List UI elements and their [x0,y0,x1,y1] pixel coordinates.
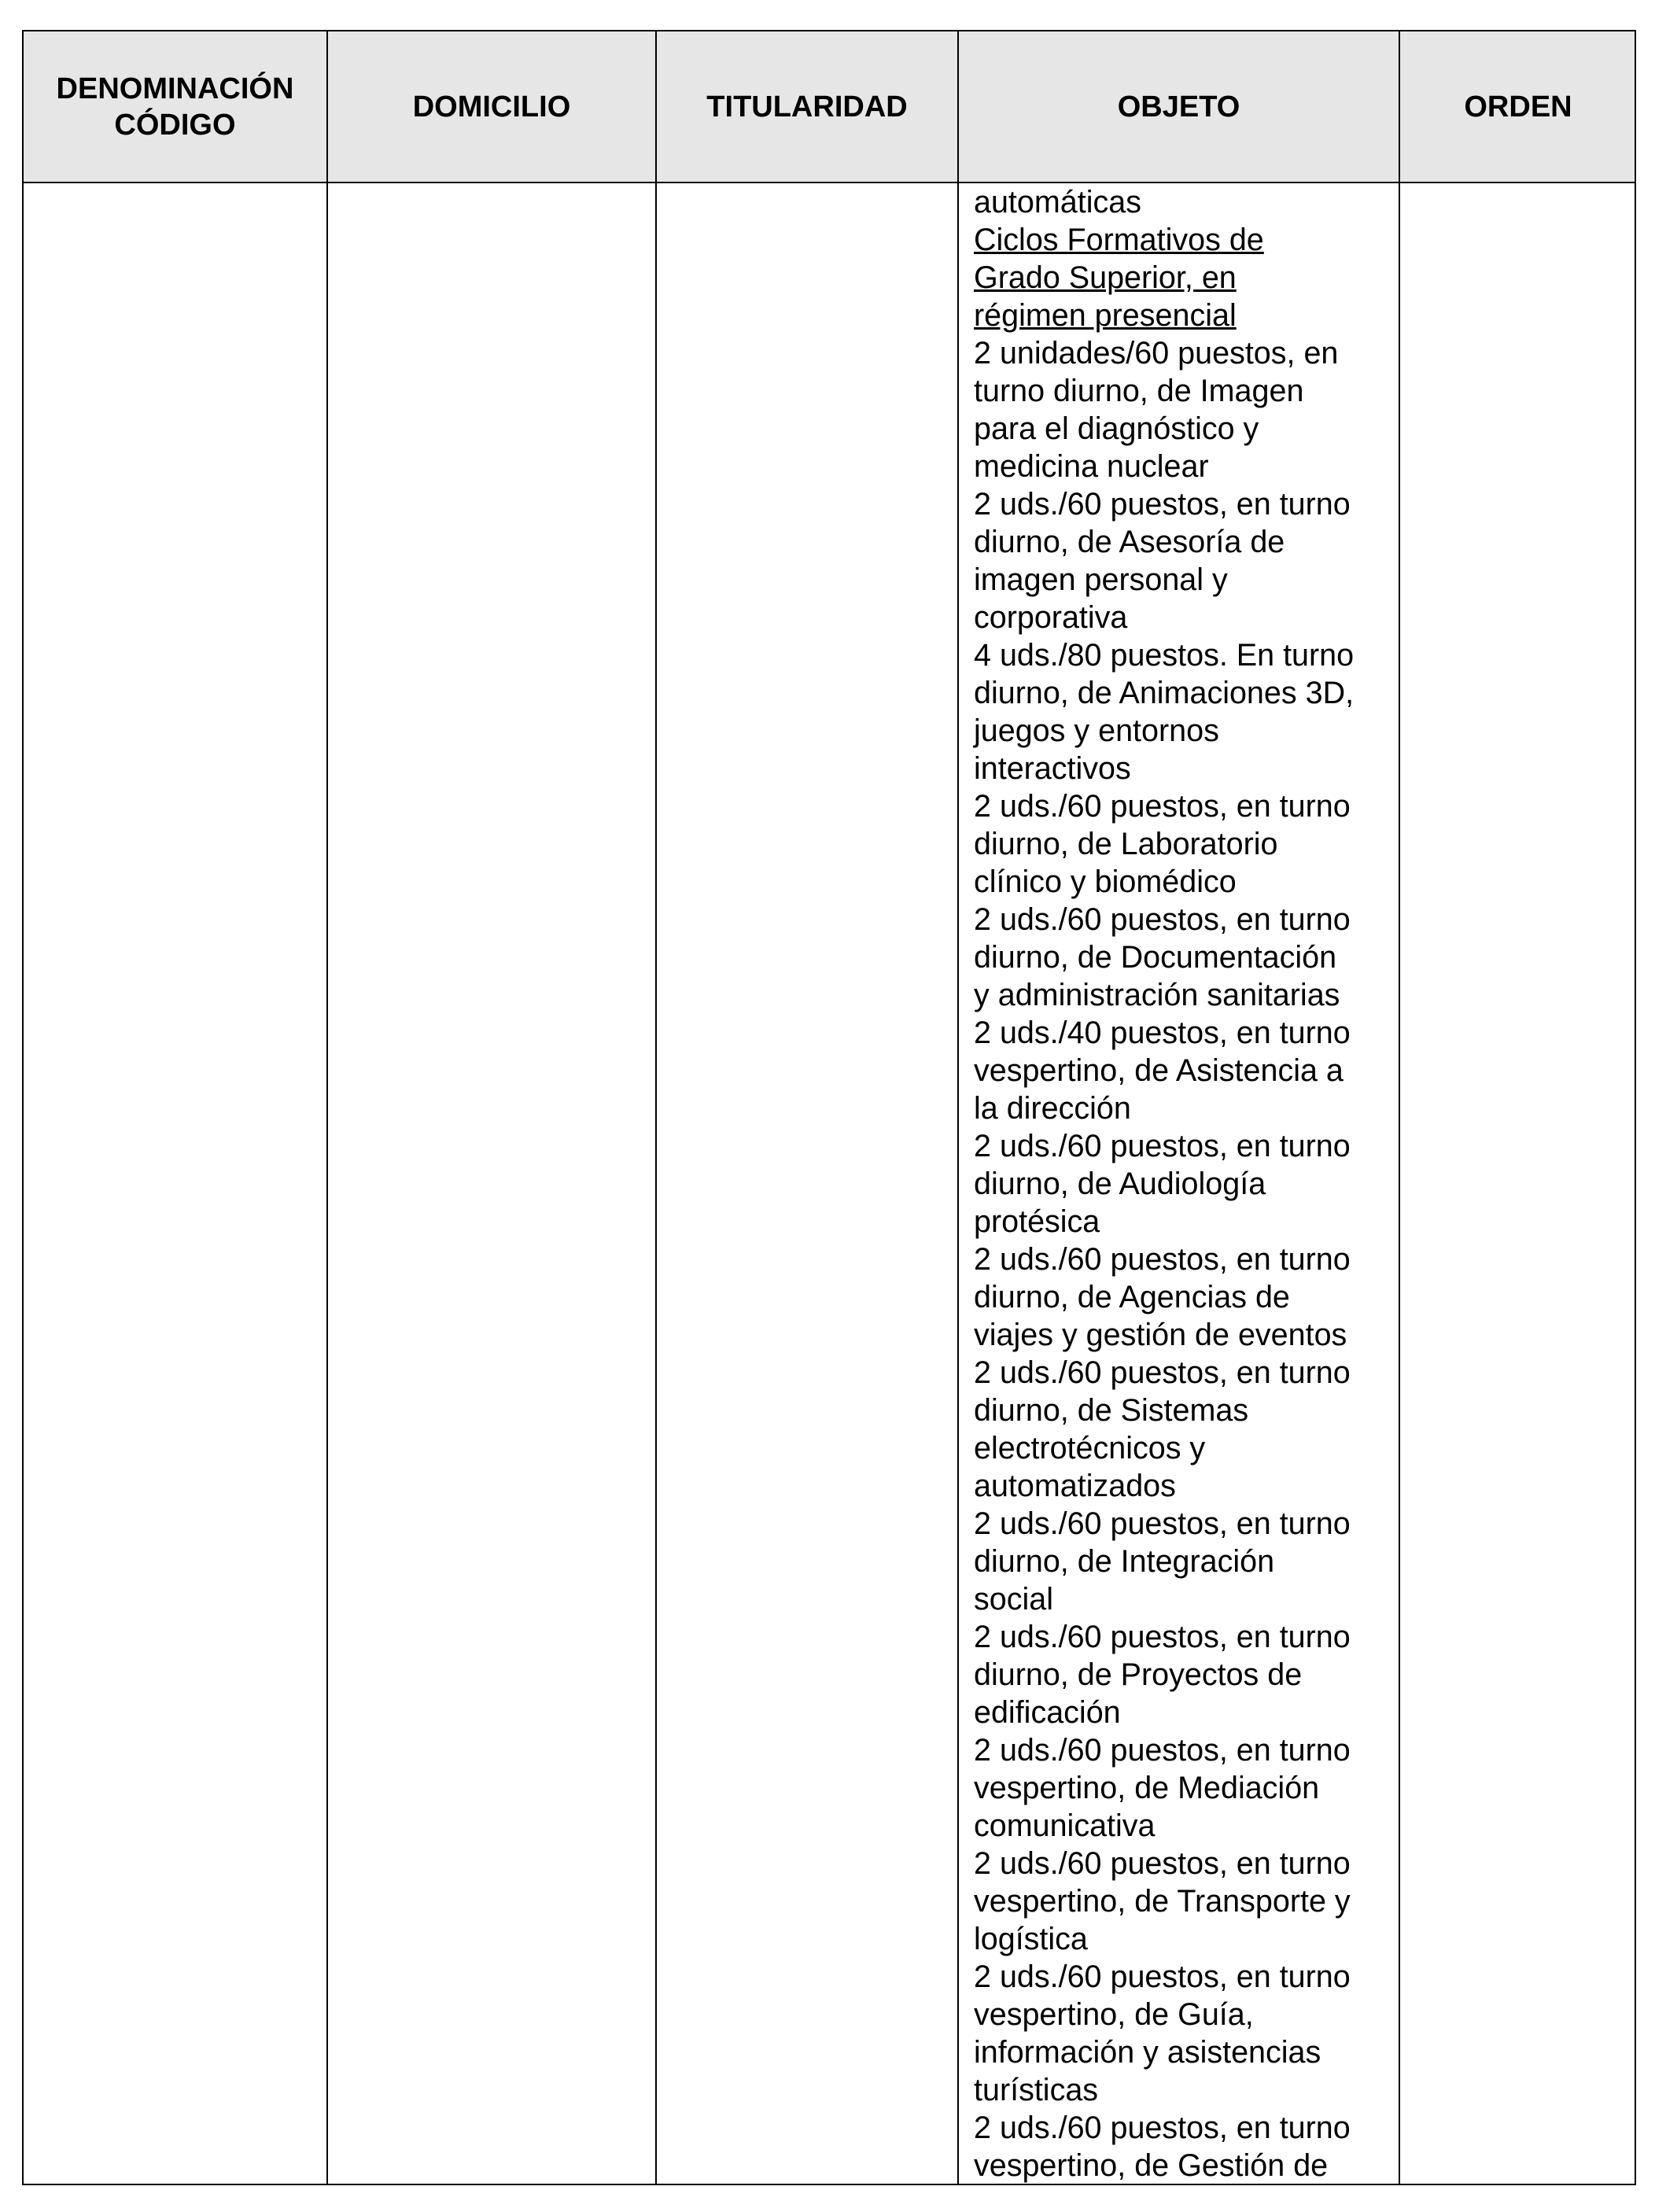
objeto-line: diurno, de Asesoría de [974,525,1285,559]
objeto-line: diurno, de Proyectos de [974,1657,1303,1692]
objeto-line: automatizados [974,1469,1176,1503]
header-denominacion-codigo: DENOMINACIÓN CÓDIGO [56,72,294,142]
objeto-line: imagen personal y [974,562,1228,597]
objeto-line: social [974,1582,1053,1617]
objeto-line: diurno, de Audiología [974,1167,1266,1201]
column-divider [1399,31,1400,2184]
objeto-line: logística [974,1922,1088,1956]
objeto-line: diurno, de Agencias de [974,1280,1290,1314]
objeto-line: Grado Superior, en [974,260,1237,295]
objeto-line: 2 uds./60 puestos, en turno [974,1846,1351,1881]
objeto-line: diurno, de Documentación [974,940,1337,975]
column-divider [655,31,657,2184]
objeto-line: 2 uds./60 puestos, en turno [974,1733,1351,1768]
column-divider [957,31,959,2184]
objeto-line: 2 uds./60 puestos, en turno [974,1620,1351,1654]
header-domicilio: DOMICILIO [412,90,571,124]
objeto-line: vespertino, de Mediación [974,1771,1320,1805]
header-titularidad: TITULARIDAD [706,90,908,124]
objeto-line: 2 uds./60 puestos, en turno [974,487,1351,522]
objeto-line: diurno, de Animaciones 3D, [974,676,1355,710]
objeto-line: juegos y entornos [974,713,1219,748]
objeto-line: automáticas [974,185,1141,219]
objeto-line: 2 uds./40 puestos, en turno [974,1016,1351,1050]
header-objeto: OBJETO [1117,90,1240,124]
objeto-line: diurno, de Laboratorio [974,827,1278,861]
objeto-line: interactivos [974,751,1131,786]
objeto-line: 2 uds./60 puestos, en turno [974,2111,1351,2145]
objeto-line: diurno, de Integración [974,1544,1275,1579]
objeto-line: 2 uds./60 puestos, en turno [974,1242,1351,1277]
objeto-line: 2 unidades/60 puestos, en [974,336,1339,371]
objeto-line: para el diagnóstico y [974,411,1259,446]
objeto-line: protésica [974,1204,1100,1239]
document-table [22,30,1636,2185]
objeto-line: 2 uds./60 puestos, en turno [974,1355,1351,1390]
objeto-line: vespertino, de Gestión de [974,2148,1329,2183]
objeto-line: viajes y gestión de eventos [974,1318,1347,1352]
objeto-line: régimen presencial [974,298,1237,333]
objeto-line: vespertino, de Guía, [974,1997,1254,2032]
objeto-line: Ciclos Formativos de [974,223,1264,257]
objeto-line: la dirección [974,1091,1131,1126]
header-orden: ORDEN [1464,90,1572,124]
objeto-line: información y asistencias [974,2035,1321,2070]
objeto-line: 2 uds./60 puestos, en turno [974,1959,1351,1994]
objeto-line: 2 uds./60 puestos, en turno [974,789,1351,824]
objeto-line: 2 uds./60 puestos, en turno [974,902,1351,937]
objeto-line: clínico y biomédico [974,865,1237,899]
column-divider [326,31,328,2184]
objeto-line: turno diurno, de Imagen [974,374,1304,408]
objeto-line: vespertino, de Asistencia a [974,1053,1344,1088]
objeto-line: y administración sanitarias [974,978,1340,1012]
objeto-line: turísticas [974,2073,1099,2107]
objeto-line: corporativa [974,600,1128,635]
objeto-line: vespertino, de Transporte y [974,1884,1351,1919]
objeto-line: 2 uds./60 puestos, en turno [974,1129,1351,1163]
objeto-line: diurno, de Sistemas [974,1393,1249,1428]
objeto-line: electrotécnicos y [974,1431,1206,1465]
objeto-line: 2 uds./60 puestos, en turno [974,1506,1351,1541]
objeto-line: comunicativa [974,1808,1156,1843]
objeto-line: 4 uds./80 puestos. En turno [974,638,1355,673]
objeto-line: medicina nuclear [974,449,1209,484]
objeto-line: edificación [974,1695,1121,1730]
objeto-cell [974,183,1399,2184]
